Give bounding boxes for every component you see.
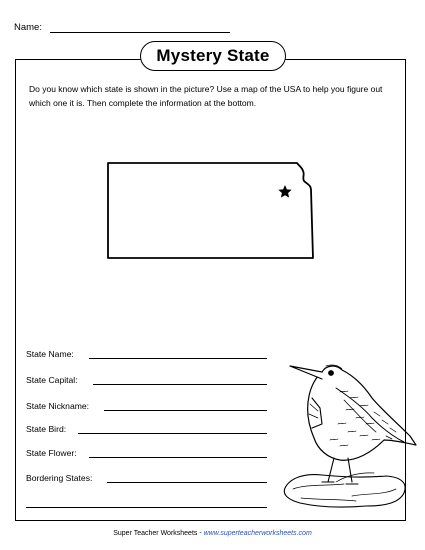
state-nickname-field[interactable]: [104, 410, 267, 411]
footer-url[interactable]: www.superteacherworksheets.com: [203, 530, 312, 537]
bordering-states-field[interactable]: [107, 482, 267, 483]
field-label-bordering-states: Bordering States:: [26, 473, 93, 483]
meadowlark-icon: [284, 365, 416, 507]
state-flower-field[interactable]: [89, 457, 267, 458]
capital-star-icon: [278, 185, 291, 198]
state-capital-field[interactable]: [93, 384, 267, 385]
field-label-state-bird: State Bird:: [26, 424, 67, 434]
field-label-state-name: State Name:: [26, 349, 74, 359]
state-outline: [108, 163, 313, 258]
footer-brand: Super Teacher Worksheets -: [113, 530, 204, 537]
footer: [0, 530, 425, 537]
page-title: Mystery State: [140, 41, 286, 71]
state-bird-field[interactable]: [78, 433, 267, 434]
field-label-state-flower: State Flower:: [26, 448, 77, 458]
name-label: Name:: [14, 22, 42, 33]
bordering-states-field-extra[interactable]: [26, 507, 267, 508]
state-name-field[interactable]: [89, 358, 267, 359]
field-label-state-capital: State Capital:: [26, 375, 78, 385]
field-label-state-nickname: State Nickname:: [26, 401, 90, 411]
intro-paragraph: Do you know which state is shown in the picture? Use a map of the USA to help you figure out which one it is. Then complete the information at the bottom.: [29, 84, 383, 108]
